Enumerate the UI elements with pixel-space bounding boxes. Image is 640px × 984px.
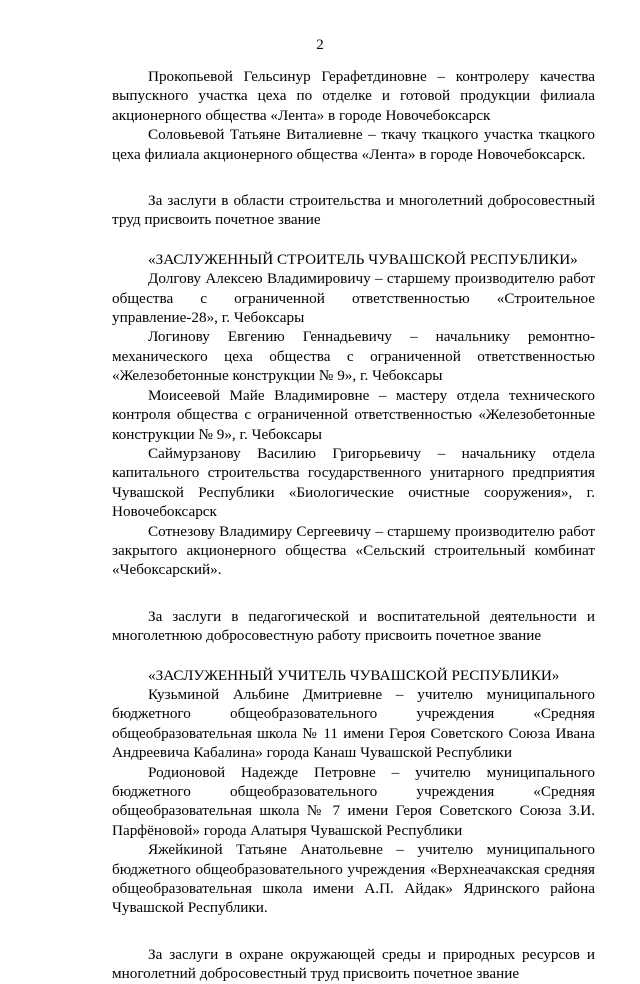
section-spacer [112, 164, 595, 191]
award-entry: Соловьевой Татьяне Виталиевне – ткачу ткацкого участка ткацкого цеха филиала акционерного общества «Лента» в городе Новочебоксарск. [112, 126, 595, 163]
award-entry: Яжейкиной Татьяне Анатольевне – учителю муниципального бюджетного общеобразовательного учреждения «Верхнеачакская средняя общеобразовательная школа имени А.П. Айдак» Ядринского района Чувашской Республики. [112, 841, 595, 917]
award-entry: Кузьминой Альбине Дмитриевне – учителю муниципального бюджетного общеобразовательного учреждения «Средняя общеобразовательная школа № 11 имени Героя Советского Союза Ивана Андреевича Кабалина» города Канаш Чувашской Республики [112, 685, 595, 762]
award-entry: Родионовой Надежде Петровне – учителю муниципального бюджетного общеобразовательного учреждения «Средняя общеобразовательная школа № 7 имени Героя Советского Союза З.И. Парфёновой» города Алатыря Чувашской Республики [112, 763, 595, 839]
section-intro-environment: За заслуги в охране окружающей среды и природных ресурсов и многолетний добросовестный труд присвоить почетное звание [112, 945, 595, 983]
award-entry: Долгову Алексею Владимировичу – старшему производителю работ общества с ограниченной ответственностью «Строительное управление-28», г. Чебоксары [112, 270, 595, 327]
section-spacer [112, 580, 595, 607]
honorary-title-teacher: «ЗАСЛУЖЕННЫЙ УЧИТЕЛЬ ЧУВАШСКОЙ РЕСПУБЛИКИ» [148, 666, 560, 684]
award-entry: Саймурзанову Василию Григорьевичу – начальнику отдела капитального строительства государственного унитарного предприятия Чувашской Республики «Биологические очистные сооружения», г. Новочебоксарск [112, 444, 595, 521]
section-intro-teachers: За заслуги в педагогической и воспитательной деятельности и многолетнюю добросовестную работу присвоить почетное звание [112, 607, 595, 645]
section-spacer [112, 230, 595, 250]
page-number: 2 [316, 37, 324, 53]
award-entry: Логинову Евгению Геннадьевичу – начальнику ремонтно-механического цеха общества с ограниченной ответственностью «Железобетонные конструкции № 9», г. Чебоксары [112, 328, 595, 385]
document-body [112, 67, 595, 984]
award-entry: Сотнезову Владимиру Сергеевичу – старшему производителю работ закрытого акционерного общества «Сельский строительный комбинат «Чебоксарский». [112, 522, 595, 579]
award-entry: Прокопьевой Гельсинур Герафетдиновне – контролеру качества выпускного участка цеха по отделке и готовой продукции филиала акционерного общества «Лента» в городе Новочебоксарск [112, 68, 595, 124]
section-spacer [112, 918, 595, 945]
section-spacer [112, 646, 595, 666]
award-entry: Моисеевой Майе Владимировне – мастеру отдела технического контроля общества с ограниченной ответственностью «Железобетонные конструкции № 9», г. Чебоксары [112, 386, 595, 443]
honorary-title-builder: «ЗАСЛУЖЕННЫЙ СТРОИТЕЛЬ ЧУВАШСКОЙ РЕСПУБЛИКИ» [148, 250, 578, 268]
section-intro-builders: За заслуги в области строительства и многолетний добросовестный труд присвоить почетное звание [112, 192, 595, 229]
